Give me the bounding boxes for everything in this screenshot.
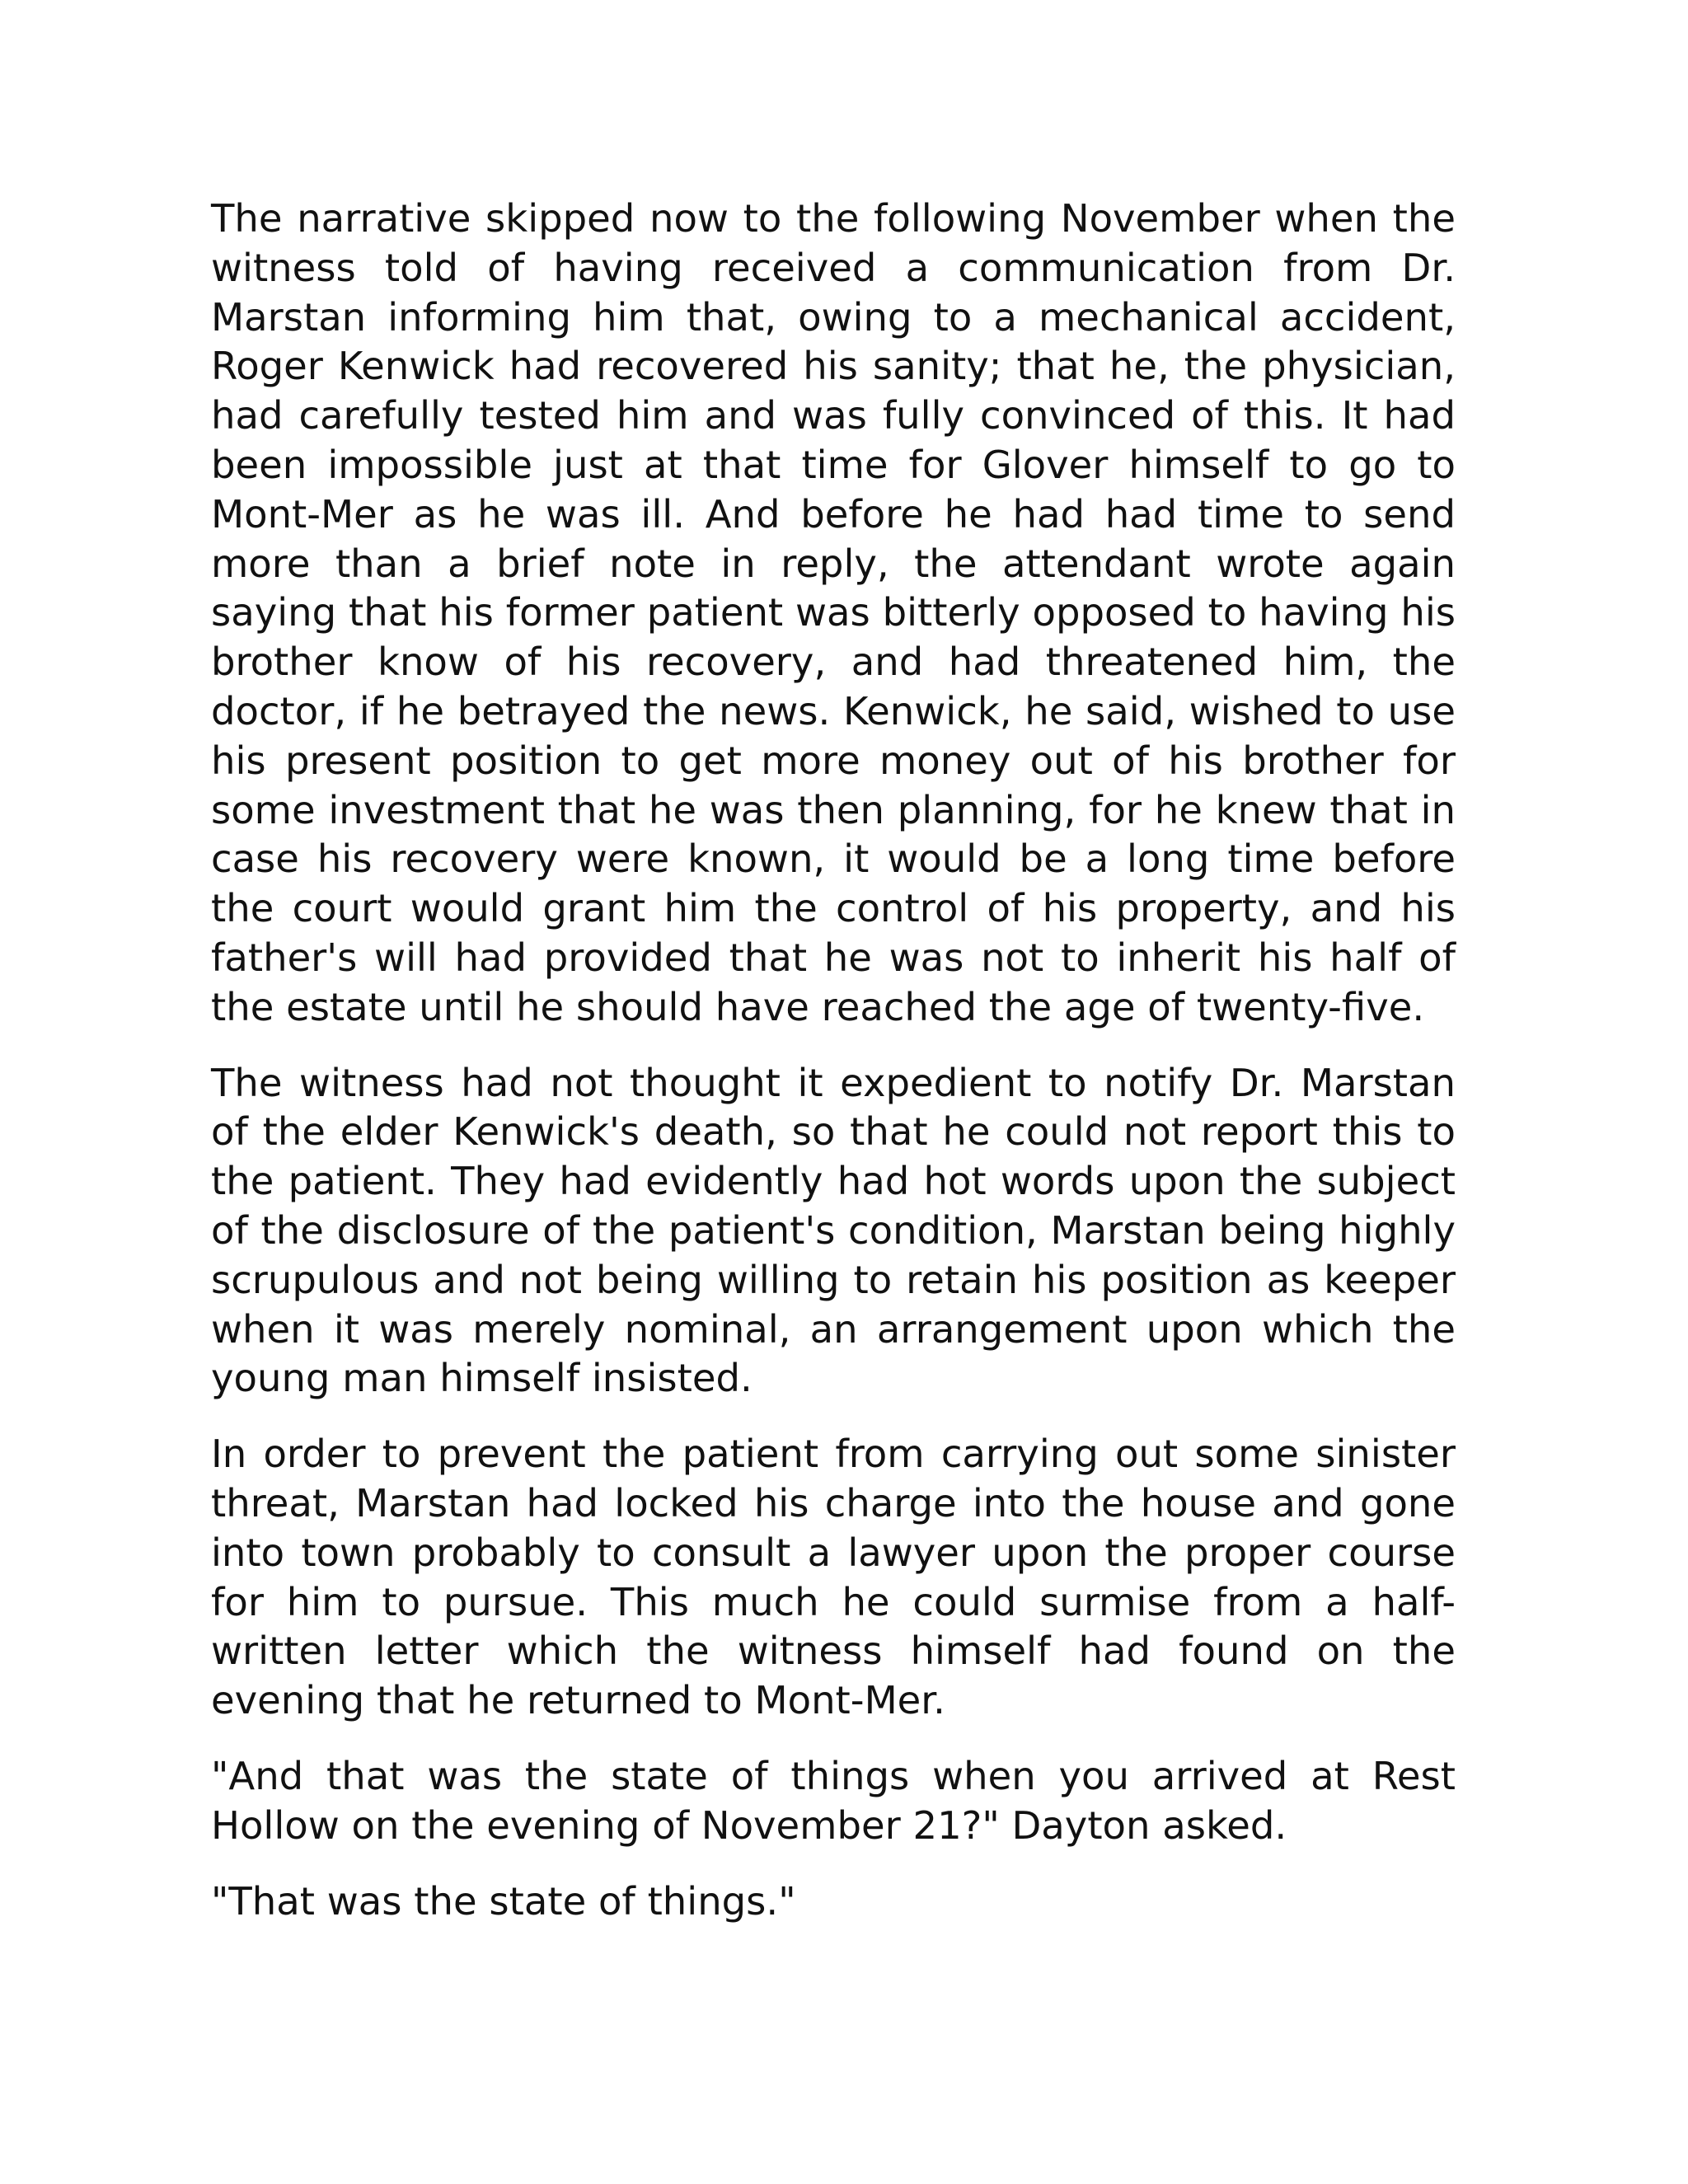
paragraph-4: "And that was the state of things when you arrived at Rest Hollow on the evening of November 21?" Dayton asked. (211, 1753, 1456, 1848)
paragraph-1: The narrative skipped now to the following November when the witness told of having received a communication from Dr. Marstan informing him that, owing to a mechanical accident, Roger Kenwick had recovered his sanity; that he, the physician, had carefully tested him and was fully convinced of this. It had been impossible just at that time for Glover himself to go to Mont-Mer as he was ill. And before he had had time to send more than a brief note in reply, the attendant wrote again saying that his former patient was bitterly opposed to having his brother know of his recovery, and had threatened him, the doctor, if he betrayed the news. Kenwick, he said, wished to use his present position to get more money out of his brother for some investment that he was then planning, for he knew that in case his recovery were known, it would be a long time before the court would grant him the control of his property, and his father's will had provided that he was not to inherit his half of the estate until he should have reached the age of twenty-five. (211, 196, 1456, 1029)
document-page (211, 194, 1456, 1952)
paragraph-5: "That was the state of things." (211, 1878, 796, 1924)
paragraph-2: The witness had not thought it expedient to notify Dr. Marstan of the elder Kenwick's death, so that he could not report this to the patient. They had evidently had hot words upon the subject of the disclosure of the patient's condition, Marstan being highly scrupulous and not being willing to retain his position as keeper when it was merely nominal, an arrangement upon which the young man himself insisted. (211, 1060, 1456, 1401)
paragraph-3: In order to prevent the patient from carrying out some sinister threat, Marstan had locked his charge into the house and gone into town probably to consult a lawyer upon the proper course for him to pursue. This much he could surmise from a half-written letter which the witness himself had found on the evening that he returned to Mont-Mer. (211, 1432, 1456, 1723)
